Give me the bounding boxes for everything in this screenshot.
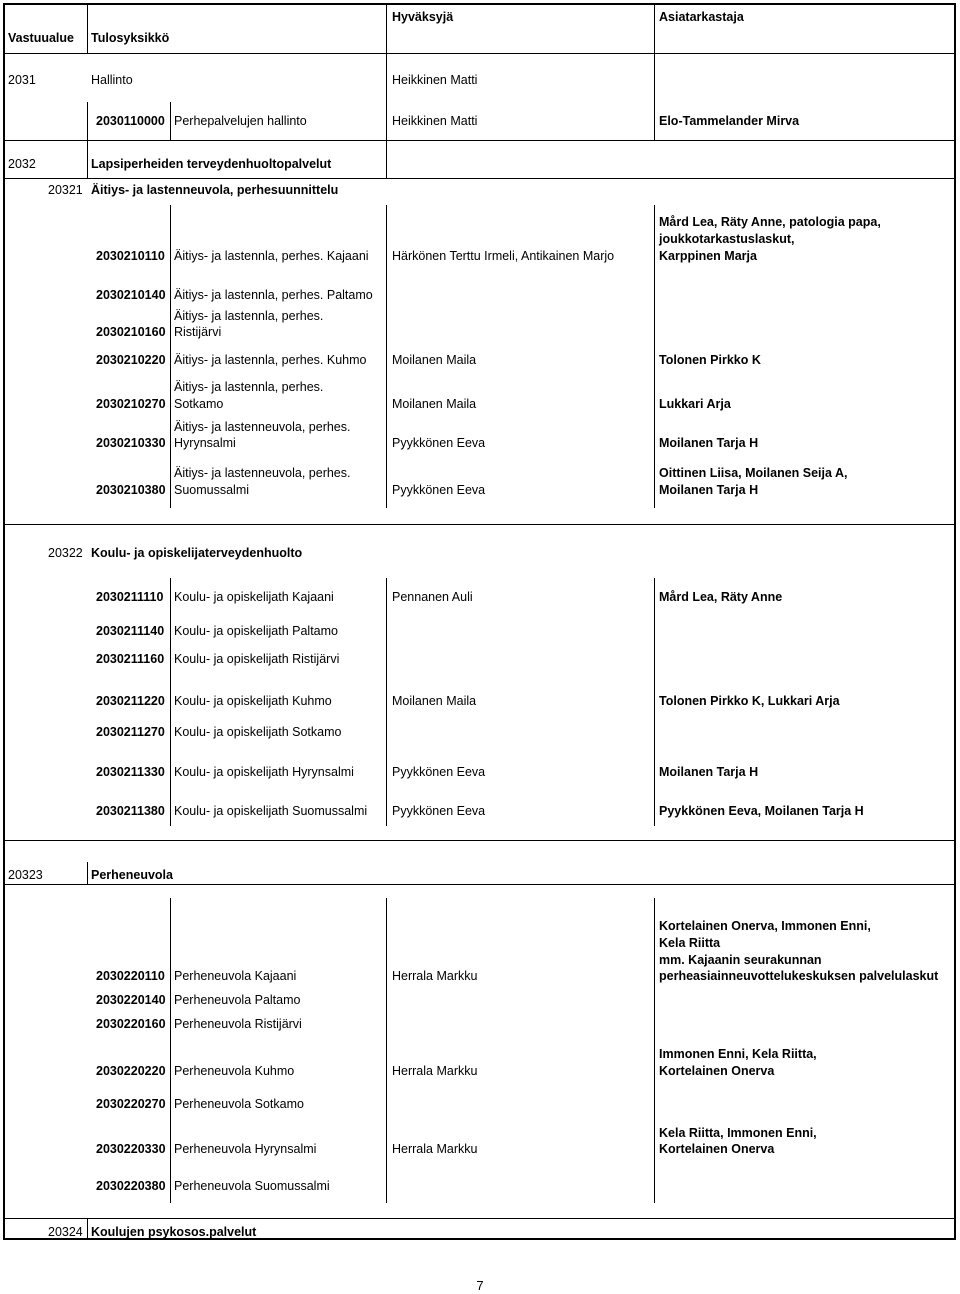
row-checker: perheasiainneuvottelukeskuksen palvelulaskut xyxy=(659,969,939,983)
row-code: 20321 xyxy=(48,183,83,197)
row-checker: Oittinen Liisa, Moilanen Seija A, xyxy=(659,466,848,480)
row-divider xyxy=(5,524,954,525)
row-checker: Kortelainen Onerva xyxy=(659,1142,775,1156)
row-approver: Pyykkönen Eeva xyxy=(392,436,486,450)
row-checker: Moilanen Tarja H xyxy=(659,483,759,497)
row-approver: Herrala Markku xyxy=(392,969,478,983)
row-checker: Pyykkönen Eeva, Moilanen Tarja H xyxy=(659,804,864,818)
row-checker: Kela Riitta, Immonen Enni, xyxy=(659,1126,817,1140)
row-code: 2030220330 xyxy=(96,1142,166,1156)
row-code: 2030210270 xyxy=(96,397,166,411)
row-code: 2030210110 xyxy=(96,249,165,263)
row-code: 2030220160 xyxy=(96,1017,166,1031)
row-divider xyxy=(5,178,954,179)
column-divider xyxy=(386,578,387,826)
row-approver: Pyykkönen Eeva xyxy=(392,804,486,818)
column-divider xyxy=(654,205,655,508)
row-name: Äitiys- ja lastennla, perhes. xyxy=(174,380,324,394)
header-tulosyksikko: Tulosyksikkö xyxy=(91,31,170,45)
row-divider xyxy=(5,884,954,885)
row-checker: joukkotarkastuslaskut, xyxy=(659,232,795,246)
row-code: 20323 xyxy=(8,868,43,882)
row-approver: Moilanen Maila xyxy=(392,397,477,411)
row-checker: Moilanen Tarja H xyxy=(659,436,759,450)
column-divider xyxy=(87,102,88,140)
row-checker: Tolonen Pirkko K, Lukkari Arja xyxy=(659,694,840,708)
column-divider xyxy=(170,102,171,140)
row-name: Hyrynsalmi xyxy=(174,436,236,450)
row-code: 2030220220 xyxy=(96,1064,166,1078)
row-name: Koulu- ja opiskelijath Sotkamo xyxy=(174,725,342,739)
row-name: Perheneuvola Suomussalmi xyxy=(174,1179,330,1193)
row-name: Perheneuvola Sotkamo xyxy=(174,1097,304,1111)
row-name: Koulu- ja opiskelijaterveydenhuolto xyxy=(91,546,303,560)
row-approver: Pyykkönen Eeva xyxy=(392,483,486,497)
row-name: Äitiys- ja lastenneuvola, perhes. xyxy=(174,420,351,434)
column-divider xyxy=(654,578,655,826)
row-name: Koulu- ja opiskelijath Kajaani xyxy=(174,590,334,604)
column-divider xyxy=(170,578,171,826)
row-code: 2030211330 xyxy=(96,765,165,779)
row-name: Ristijärvi xyxy=(174,325,222,339)
row-name: Äitiys- ja lastenneuvola, perhes. xyxy=(174,466,351,480)
row-code: 2030220270 xyxy=(96,1097,166,1111)
row-checker: Tolonen Pirkko K xyxy=(659,353,761,367)
row-approver: Moilanen Maila xyxy=(392,353,477,367)
row-checker: Mård Lea, Räty Anne xyxy=(659,590,783,604)
row-approver: Heikkinen Matti xyxy=(392,114,478,128)
row-name: Äitiys- ja lastennla, perhes. Paltamo xyxy=(174,288,373,302)
row-name: Koulu- ja opiskelijath Ristijärvi xyxy=(174,652,340,666)
row-name: Äitiys- ja lastennla, perhes. Kuhmo xyxy=(174,353,367,367)
row-name: Koulujen psykosos.palvelut xyxy=(91,1225,257,1239)
row-code: 20322 xyxy=(48,546,83,560)
row-code: 2030211220 xyxy=(96,694,165,708)
row-approver: Heikkinen Matti xyxy=(392,73,478,87)
column-divider xyxy=(87,862,88,884)
column-divider xyxy=(386,898,387,1203)
row-approver: Pyykkönen Eeva xyxy=(392,765,486,779)
column-divider xyxy=(87,140,88,178)
row-name: Perheneuvola Paltamo xyxy=(174,993,301,1007)
row-name: Koulu- ja opiskelijath Paltamo xyxy=(174,624,338,638)
row-code: 2030211110 xyxy=(96,590,164,604)
row-name: Perheneuvola Hyrynsalmi xyxy=(174,1142,317,1156)
column-divider xyxy=(87,1218,88,1240)
row-name: Perheneuvola Kuhmo xyxy=(174,1064,295,1078)
row-name: Äitiys- ja lastenneuvola, perhesuunnittelu xyxy=(91,183,339,197)
column-divider xyxy=(170,898,171,1203)
row-divider xyxy=(5,53,954,54)
row-code: 2030211160 xyxy=(96,652,165,666)
row-code: 2030210160 xyxy=(96,325,166,339)
row-approver: Pennanen Auli xyxy=(392,590,473,604)
header-vastuualue: Vastuualue xyxy=(8,31,74,45)
row-checker: Moilanen Tarja H xyxy=(659,765,759,779)
row-approver: Härkönen Terttu Irmeli, Antikainen Marjo xyxy=(392,249,615,263)
row-approver: Herrala Markku xyxy=(392,1142,478,1156)
row-code: 2030110000 xyxy=(96,114,165,128)
row-checker: Kortelainen Onerva xyxy=(659,1064,775,1078)
row-name: Koulu- ja opiskelijath Hyrynsalmi xyxy=(174,765,354,779)
column-divider xyxy=(87,5,88,53)
row-code: 20324 xyxy=(48,1225,83,1239)
row-code: 2030210380 xyxy=(96,483,166,497)
row-name: Perheneuvola xyxy=(91,868,173,882)
row-name: Koulu- ja opiskelijath Suomussalmi xyxy=(174,804,368,818)
row-checker: Kortelainen Onerva, Immonen Enni, xyxy=(659,919,871,933)
row-name: Suomussalmi xyxy=(174,483,250,497)
row-code: 2030211270 xyxy=(96,725,165,739)
row-checker: Kela Riitta xyxy=(659,936,721,950)
column-divider xyxy=(386,5,387,140)
column-divider xyxy=(654,5,655,140)
row-approver: Herrala Markku xyxy=(392,1064,478,1078)
row-name: Perheneuvola Kajaani xyxy=(174,969,297,983)
row-name: Perheneuvola Ristijärvi xyxy=(174,1017,302,1031)
row-checker: Lukkari Arja xyxy=(659,397,731,411)
row-code: 2030210330 xyxy=(96,436,166,450)
row-checker: Elo-Tammelander Mirva xyxy=(659,114,800,128)
row-divider xyxy=(5,840,954,841)
row-code: 2030220380 xyxy=(96,1179,166,1193)
header-hyvaksyja: Hyväksyjä xyxy=(392,10,454,24)
row-code: 2032 xyxy=(8,157,36,171)
column-divider xyxy=(654,898,655,1203)
header-asiatarkastaja: Asiatarkastaja xyxy=(659,10,744,24)
row-divider xyxy=(5,1218,954,1219)
row-checker: Karppinen Marja xyxy=(659,249,757,263)
row-code: 2030211140 xyxy=(96,624,165,638)
row-code: 2030210140 xyxy=(96,288,166,302)
row-divider xyxy=(5,140,954,141)
row-code: 2030220140 xyxy=(96,993,166,1007)
page-number: 7 xyxy=(476,1278,484,1293)
row-name: Lapsiperheiden terveydenhuoltopalvelut xyxy=(91,157,332,171)
row-name: Hallinto xyxy=(91,73,133,87)
column-divider xyxy=(386,205,387,508)
row-code: 2030220110 xyxy=(96,969,165,983)
row-approver: Moilanen Maila xyxy=(392,694,477,708)
row-name: Perhepalvelujen hallinto xyxy=(174,114,307,128)
row-name: Sotkamo xyxy=(174,397,224,411)
row-code: 2031 xyxy=(8,73,36,87)
row-checker: Immonen Enni, Kela Riitta, xyxy=(659,1047,817,1061)
row-checker: Mård Lea, Räty Anne, patologia papa, xyxy=(659,215,881,229)
row-code: 2030210220 xyxy=(96,353,166,367)
column-divider xyxy=(386,140,387,178)
row-name: Koulu- ja opiskelijath Kuhmo xyxy=(174,694,332,708)
row-code: 2030211380 xyxy=(96,804,165,818)
row-name: Äitiys- ja lastennla, perhes. xyxy=(174,309,324,323)
row-name: Äitiys- ja lastennla, perhes. Kajaani xyxy=(174,249,369,263)
column-divider xyxy=(170,205,171,508)
row-checker: mm. Kajaanin seurakunnan xyxy=(659,953,822,967)
